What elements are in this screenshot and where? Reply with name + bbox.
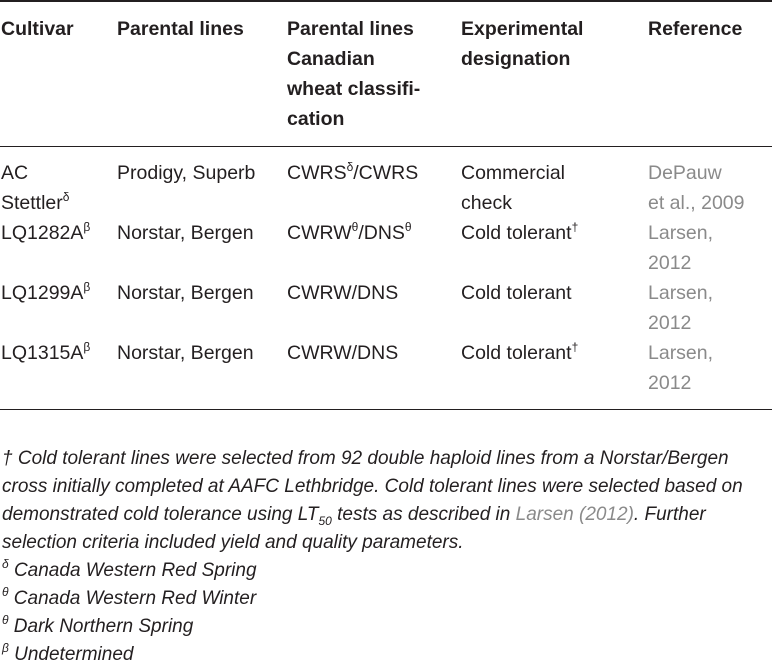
classification-cell: $CWRS^\delta$/CWRS	[287, 159, 419, 184]
citation-link[interactable]: Larsen (2012)	[515, 504, 634, 525]
bottom-rule	[0, 409, 772, 410]
footnote-dagger: cross initially completed at AAFC Lethbridge. Cold tolerant lines were selected based on	[2, 476, 743, 497]
footnote-theta-winter: $^\theta$ Canada Western Red Winter	[2, 584, 257, 609]
cultivar-cell: $LQ1315A^\beta$	[1, 339, 91, 364]
designation-cell: Cold tolerant†	[461, 219, 579, 244]
parental-cell: Norstar, Bergen	[117, 282, 254, 304]
footnote-dagger: † Cold tolerant lines were selected from 92 double haploid lines from a Norstar/Bergen	[2, 448, 729, 469]
footnote-theta-spring: $^\theta$ Dark Northern Spring	[2, 612, 194, 637]
parental-cell: Norstar, Bergen	[117, 342, 254, 364]
cultivar-cell: $LQ1282A^\beta$	[1, 219, 91, 244]
parental-cell: Norstar, Bergen	[117, 222, 254, 244]
reference-link[interactable]: 2012	[648, 372, 692, 394]
footnote-dagger: selection criteria included yield and quality parameters.	[2, 532, 464, 553]
designation-cell: Cold tolerant	[461, 282, 572, 304]
reference-link[interactable]: et al., 2009	[648, 192, 745, 214]
reference-link[interactable]: 2012	[648, 312, 692, 334]
reference-link[interactable]: Larsen,	[648, 222, 714, 244]
designation-cell: Cold tolerant†	[461, 339, 579, 364]
footnote-beta: $^\beta$ Undetermined	[2, 640, 134, 665]
cultivar-cell: Stettler$^\delta$	[1, 189, 70, 214]
reference-link[interactable]: Larsen,	[648, 342, 714, 364]
cultivar-cell: AC	[1, 162, 29, 184]
designation-cell: check	[461, 192, 512, 214]
table-footnotes	[2, 445, 772, 669]
header-rule	[0, 146, 772, 147]
classification-cell: CWRW/DNS	[287, 282, 399, 304]
header-cultivar: Cultivar	[1, 18, 74, 40]
parental-cell: Prodigy, Superb	[117, 162, 256, 184]
footnote-delta: $^\delta$ Canada Western Red Spring	[2, 556, 257, 581]
header-reference: Reference	[648, 18, 743, 40]
designation-cell: Commercial	[461, 162, 566, 184]
top-rule	[0, 0, 772, 2]
classification-cell: $CWRW^\theta/DNS^\theta$	[287, 219, 412, 244]
reference-link[interactable]: DePauw	[648, 162, 722, 184]
reference-link[interactable]: Larsen,	[648, 282, 714, 304]
reference-link[interactable]: 2012	[648, 252, 692, 274]
footnote-dagger: demonstrated cold tolerance using $LT_{50}$ tests as described in Larsen (2012). Further	[2, 504, 706, 528]
header-parental-lines: Parental lines	[117, 18, 244, 40]
classification-cell: CWRW/DNS	[287, 342, 399, 364]
cultivar-cell: $LQ1299A^\beta$	[1, 279, 91, 304]
